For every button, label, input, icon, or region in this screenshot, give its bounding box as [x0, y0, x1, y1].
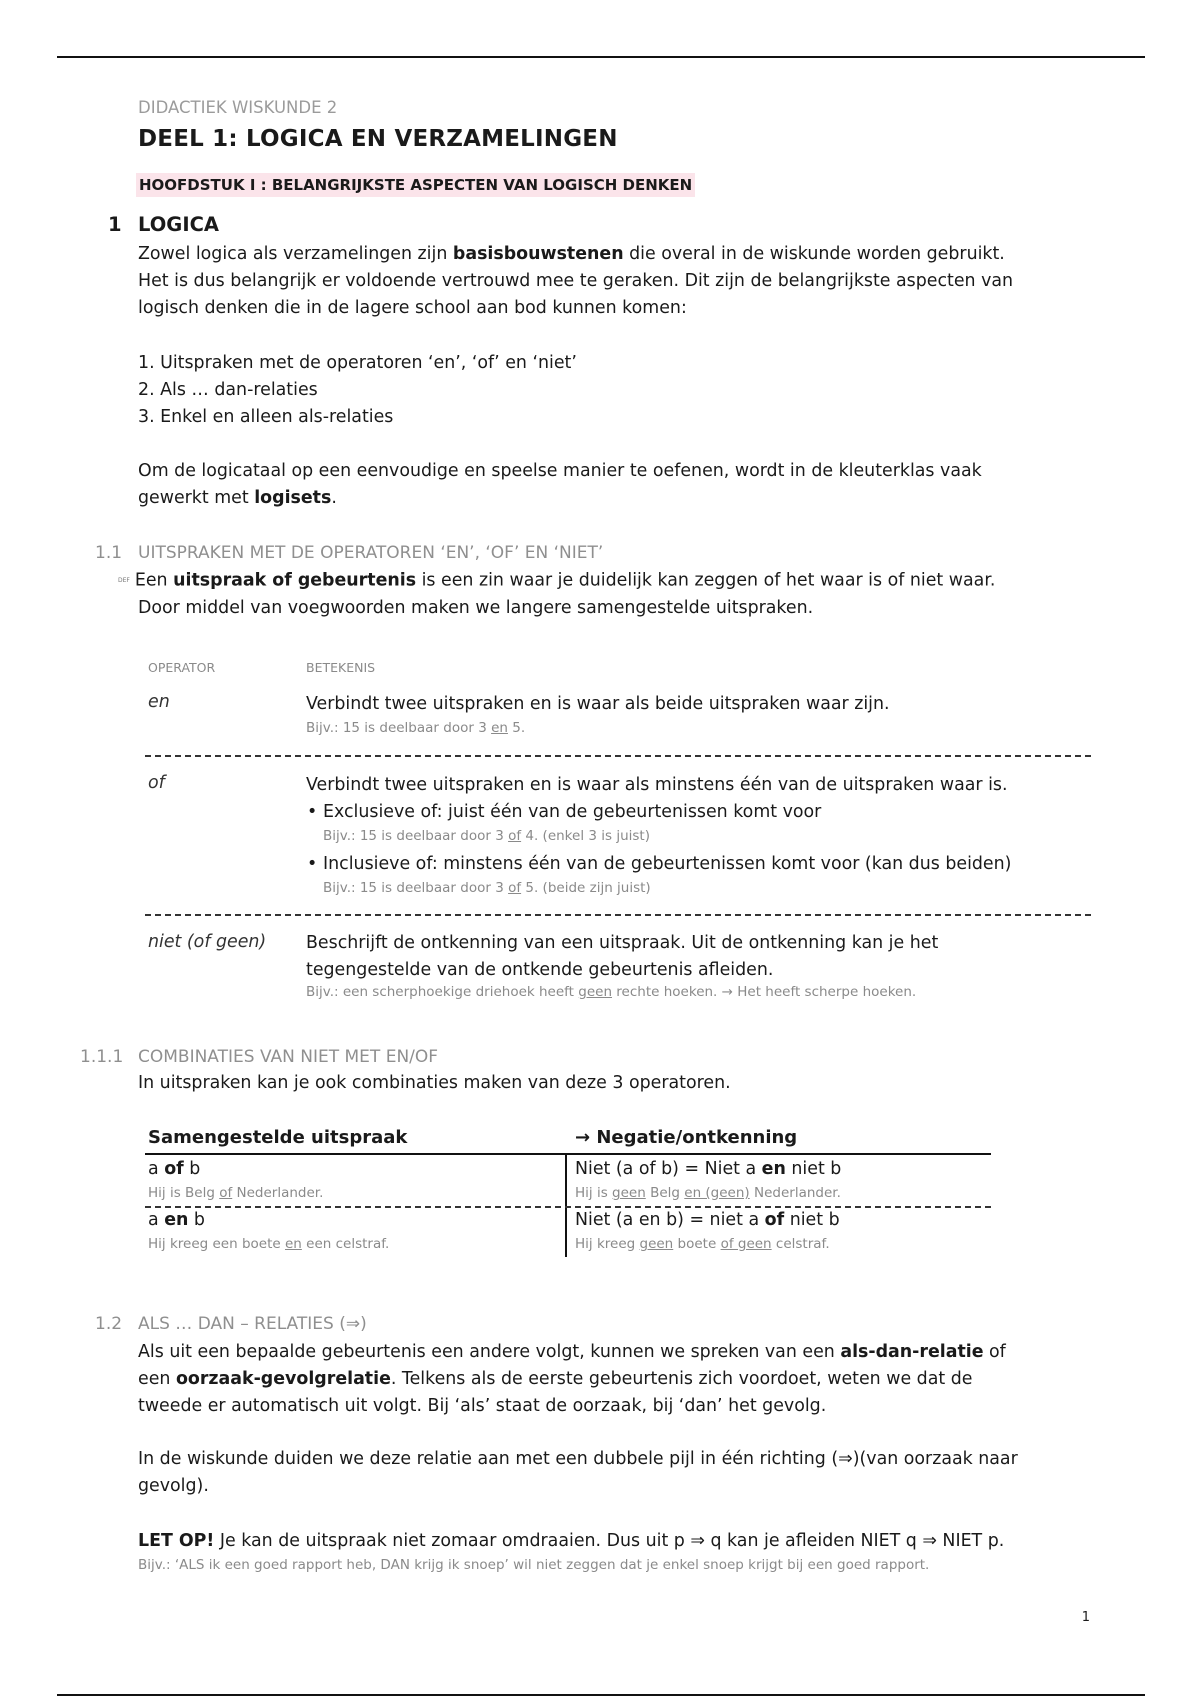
operator-niet-example: Bijv.: een scherphoekige driehoek heeft geen rechte hoeken. → Het heeft scherpe hoeken.: [306, 984, 917, 1000]
subsection-title: ALS … DAN – RELATIES (⇒): [138, 1314, 367, 1334]
section-number: 1: [108, 213, 122, 236]
combo-row2-statement-example: Hij kreeg een boete en een celstraf.: [148, 1236, 390, 1252]
operator-of: of: [148, 773, 165, 793]
combo-row1-statement: a of b: [148, 1159, 201, 1179]
subsection-title: UITSPRAKEN MET DE OPERATOREN ‘EN’, ‘OF’ EN ‘NIET’: [138, 543, 604, 563]
inclusive-or-item: • Inclusieve of: minstens één van de gebeurtenissen komt voor (kan dus beiden): [323, 851, 1011, 878]
chapter-title: HOOFDSTUK I : BELANGRIJKSTE ASPECTEN VAN LOGISCH DENKEN: [136, 173, 695, 197]
warning-example: Bijv.: ‘ALS ik een goed rapport heb, DAN krijg ik snoep’ wil niet zeggen dat je enkel snoep krijgt bij een goed rapport.: [138, 1557, 930, 1573]
subsection-number: 1.2: [95, 1314, 123, 1334]
exclusive-or-item: • Exclusieve of: juist één van de gebeurtenissen komt voor: [323, 799, 821, 826]
list-item: 2. Als … dan-relaties: [138, 380, 318, 400]
bottom-rule: [57, 1694, 1145, 1696]
section-title: LOGICA: [138, 213, 219, 236]
combinations-intro: In uitspraken kan je ook combinaties maken van deze 3 operatoren.: [138, 1073, 731, 1093]
exclusive-or-example: Bijv.: 15 is deelbaar door 3 of 4. (enkel 3 is juist): [323, 828, 650, 844]
table-divider: [145, 914, 1091, 916]
combo-row2-negation: Niet (a en b) = niet a of niet b: [575, 1210, 840, 1230]
combo-header-negation: → Negatie/ontkenning: [575, 1127, 798, 1148]
definition-paragraph: DEF Een uitspraak of gebeurtenis is een zin waar je duidelijk kan zeggen of het waar is of niet waar. Door middel van voegwoorden maken we langere samengestelde uitspraken.: [118, 570, 996, 618]
combo-header-statement: Samengestelde uitspraak: [148, 1127, 408, 1148]
column-header-meaning: BETEKENIS: [306, 660, 376, 675]
top-rule: [57, 56, 1145, 58]
operator-en: en: [148, 692, 170, 712]
arrow-paragraph: In de wiskunde duiden we deze relatie aan met een dubbele pijl in één richting (⇒)(van oorzaak naar gevolg).: [138, 1449, 1018, 1496]
operator-en-meaning: Verbindt twee uitspraken en is waar als beide uitspraken waar zijn.: [306, 694, 890, 714]
section1-paragraph: Zowel logica als verzamelingen zijn basisbouwstenen die overal in de wiskunde worden gebruikt. Het is dus belangrijk er voldoende vertrouwd mee te geraken. Dit zijn de belangrijkste aspecten van logisch denken die in de lagere school aan bod kunnen komen:: [138, 244, 1014, 318]
operator-niet: niet (of geen): [148, 932, 267, 952]
aspects-list: [138, 350, 577, 431]
inclusive-or-example: Bijv.: 15 is deelbaar door 3 of 5. (beide zijn juist): [323, 880, 651, 896]
table-divider: [145, 755, 1091, 757]
operator-of-meaning: Verbindt twee uitspraken en is waar als minstens één van de uitspraken waar is.: [306, 775, 1008, 795]
column-header-operator: OPERATOR: [148, 660, 216, 675]
combo-row2-statement: a en b: [148, 1210, 205, 1230]
subsubsection-number: 1.1.1: [80, 1047, 124, 1067]
combo-row2-negation-example: Hij kreeg geen boete of geen celstraf.: [575, 1236, 830, 1252]
list-item: 1. Uitspraken met de operatoren ‘en’, ‘of’ en ‘niet’: [138, 353, 577, 373]
combo-header-rule: [145, 1153, 991, 1155]
list-item: 3. Enkel en alleen als-relaties: [138, 407, 394, 427]
logiset-paragraph: Om de logicataal op een eenvoudige en speelse manier te oefenen, wordt in de kleuterklas vaak gewerkt met logisets.: [138, 461, 982, 508]
subsubsection-title: COMBINATIES VAN NIET MET EN/OF: [138, 1047, 439, 1067]
combo-row1-negation: Niet (a of b) = Niet a en niet b: [575, 1159, 842, 1179]
operator-en-example: Bijv.: 15 is deelbaar door 3 en 5.: [306, 720, 526, 736]
subsection-number: 1.1: [95, 543, 123, 563]
course-title: DIDACTIEK WISKUNDE 2: [138, 98, 338, 117]
page-number: 1: [1081, 1610, 1090, 1625]
combo-row1-negation-example: Hij is geen Belg en (geen) Nederlander.: [575, 1185, 841, 1201]
warning-paragraph: LET OP! Je kan de uitspraak niet zomaar omdraaien. Dus uit p ⇒ q kan je afleiden NIET q ⇒ NIET p.: [138, 1531, 1005, 1551]
warning-label: LET OP!: [138, 1531, 215, 1551]
definition-tag: DEF: [118, 577, 130, 584]
combo-row1-statement-example: Hij is Belg of Nederlander.: [148, 1185, 324, 1201]
als-dan-paragraph: Als uit een bepaalde gebeurtenis een andere volgt, kunnen we spreken van een als-dan-relatie of een oorzaak-gevolgrelatie. Telkens als de eerste gebeurtenis zich voordoet, weten we dat de tweede er automatisch uit volgt. Bij ‘als’ staat de oorzaak, bij ‘dan’ het gevolg.: [138, 1342, 1006, 1416]
operator-niet-meaning: Beschrijft de ontkenning van een uitspraak. Uit de ontkenning kan je het tegengestelde van de ontkende gebeurtenis afleiden.: [306, 933, 939, 980]
part-title: DEEL 1: LOGICA EN VERZAMELINGEN: [138, 126, 618, 152]
combo-row-divider: [145, 1206, 991, 1208]
